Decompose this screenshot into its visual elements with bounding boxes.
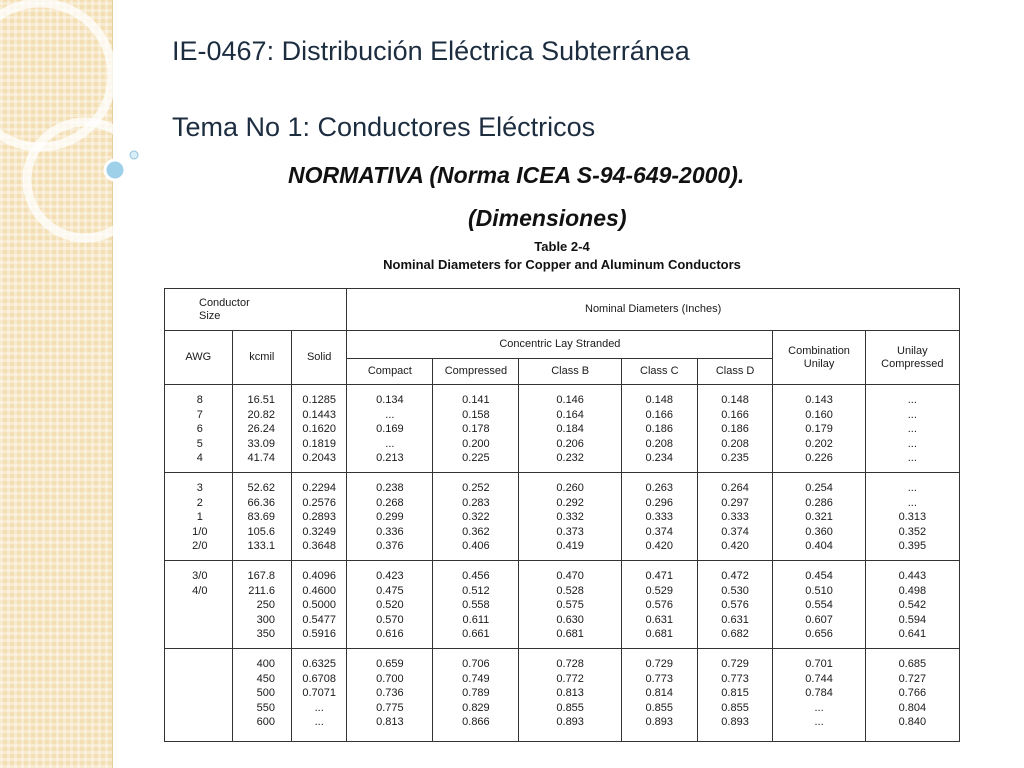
- cell-combination-unilay: 0.143 0.160 0.179 0.202 0.226: [773, 385, 865, 473]
- dimensiones-heading: (Dimensiones): [468, 205, 627, 231]
- cell-kcmil: 400 450 500 550 600: [232, 649, 291, 742]
- header-class-d: Class D: [697, 359, 773, 385]
- cell-compressed: 0.456 0.512 0.558 0.611 0.661: [433, 561, 519, 649]
- cell-class-c: 0.263 0.296 0.333 0.374 0.420: [621, 473, 697, 561]
- blue-bubble: [105, 160, 125, 180]
- cell-class-b: 0.470 0.528 0.575 0.630 0.681: [519, 561, 621, 649]
- cell-kcmil: 52.62 66.36 83.69 105.6 133.1: [232, 473, 291, 561]
- header-conductor-size: Conductor Size: [165, 289, 347, 331]
- nominal-diameters-table: [164, 288, 960, 742]
- table-row-group: [165, 473, 960, 561]
- header-class-c: Class C: [621, 359, 697, 385]
- header-awg: AWG: [165, 331, 233, 385]
- cell-solid: 0.4096 0.4600 0.5000 0.5477 0.5916: [292, 561, 347, 649]
- cell-unilay-compressed: 0.443 0.498 0.542 0.594 0.641: [865, 561, 959, 649]
- cell-awg: [165, 649, 233, 742]
- slide-subtitle: Tema No 1: Conductores Eléctricos: [172, 112, 596, 142]
- cell-compact: 0.423 0.475 0.520 0.570 0.616: [347, 561, 433, 649]
- cell-awg: 8 7 6 5 4: [165, 385, 233, 473]
- cell-class-d: 0.472 0.530 0.576 0.631 0.682: [697, 561, 773, 649]
- cell-class-b: 0.146 0.164 0.184 0.206 0.232: [519, 385, 621, 473]
- header-kcmil: kcmil: [232, 331, 291, 385]
- cell-class-c: 0.729 0.773 0.814 0.855 0.893: [621, 649, 697, 742]
- cell-combination-unilay: 0.254 0.286 0.321 0.360 0.404: [773, 473, 865, 561]
- header-concentric-lay-stranded: Concentric Lay Stranded: [347, 331, 773, 359]
- cell-awg: 3/0 4/0: [165, 561, 233, 649]
- header-combination-unilay: Combination Unilay: [773, 331, 865, 385]
- table-number: Table 2-4: [534, 239, 590, 254]
- normativa-heading: NORMATIVA (Norma ICEA S-94-649-2000).: [288, 162, 745, 188]
- cell-awg: 3 2 1 1/0 2/0: [165, 473, 233, 561]
- table-row-group: [165, 385, 960, 473]
- cell-unilay-compressed: 0.685 0.727 0.766 0.804 0.840: [865, 649, 959, 742]
- cell-compact: 0.134 ... 0.169 ... 0.213: [347, 385, 433, 473]
- cell-unilay-compressed: ... ... ... ... ...: [865, 385, 959, 473]
- header-compressed: Compressed: [433, 359, 519, 385]
- header-solid: Solid: [292, 331, 347, 385]
- table-caption: Nominal Diameters for Copper and Aluminum Conductors: [383, 257, 741, 272]
- header-unilay-compressed: Unilay Compressed: [865, 331, 959, 385]
- cell-combination-unilay: 0.701 0.744 0.784 ... ...: [773, 649, 865, 742]
- table-body: [165, 385, 960, 742]
- cell-compressed: 0.252 0.283 0.322 0.362 0.406: [433, 473, 519, 561]
- header-compact: Compact: [347, 359, 433, 385]
- cell-class-c: 0.148 0.166 0.186 0.208 0.234: [621, 385, 697, 473]
- cell-kcmil: 167.8 211.6 250 300 350: [232, 561, 291, 649]
- cell-solid: 0.2294 0.2576 0.2893 0.3249 0.3648: [292, 473, 347, 561]
- slide-title: IE-0467: Distribución Eléctrica Subterránea: [172, 36, 690, 66]
- header-class-b: Class B: [519, 359, 621, 385]
- cell-compact: 0.659 0.700 0.736 0.775 0.813: [347, 649, 433, 742]
- header-nominal-diameters: Nominal Diameters (Inches): [347, 289, 960, 331]
- cell-unilay-compressed: ... ... 0.313 0.352 0.395: [865, 473, 959, 561]
- decorative-rings: [0, 0, 180, 260]
- cell-compressed: 0.141 0.158 0.178 0.200 0.225: [433, 385, 519, 473]
- cell-solid: 0.1285 0.1443 0.1620 0.1819 0.2043: [292, 385, 347, 473]
- cell-class-c: 0.471 0.529 0.576 0.631 0.681: [621, 561, 697, 649]
- cell-kcmil: 16.51 20.82 26.24 33.09 41.74: [232, 385, 291, 473]
- cell-class-b: 0.260 0.292 0.332 0.373 0.419: [519, 473, 621, 561]
- cell-compact: 0.238 0.268 0.299 0.336 0.376: [347, 473, 433, 561]
- table-row-group: [165, 561, 960, 649]
- cell-class-d: 0.264 0.297 0.333 0.374 0.420: [697, 473, 773, 561]
- cell-class-b: 0.728 0.772 0.813 0.855 0.893: [519, 649, 621, 742]
- cell-compressed: 0.706 0.749 0.789 0.829 0.866: [433, 649, 519, 742]
- cell-solid: 0.6325 0.6708 0.7071 ... ...: [292, 649, 347, 742]
- small-bubble: [130, 151, 138, 159]
- table-row-group: [165, 649, 960, 742]
- cell-combination-unilay: 0.454 0.510 0.554 0.607 0.656: [773, 561, 865, 649]
- cell-class-d: 0.148 0.166 0.186 0.208 0.235: [697, 385, 773, 473]
- cell-class-d: 0.729 0.773 0.815 0.855 0.893: [697, 649, 773, 742]
